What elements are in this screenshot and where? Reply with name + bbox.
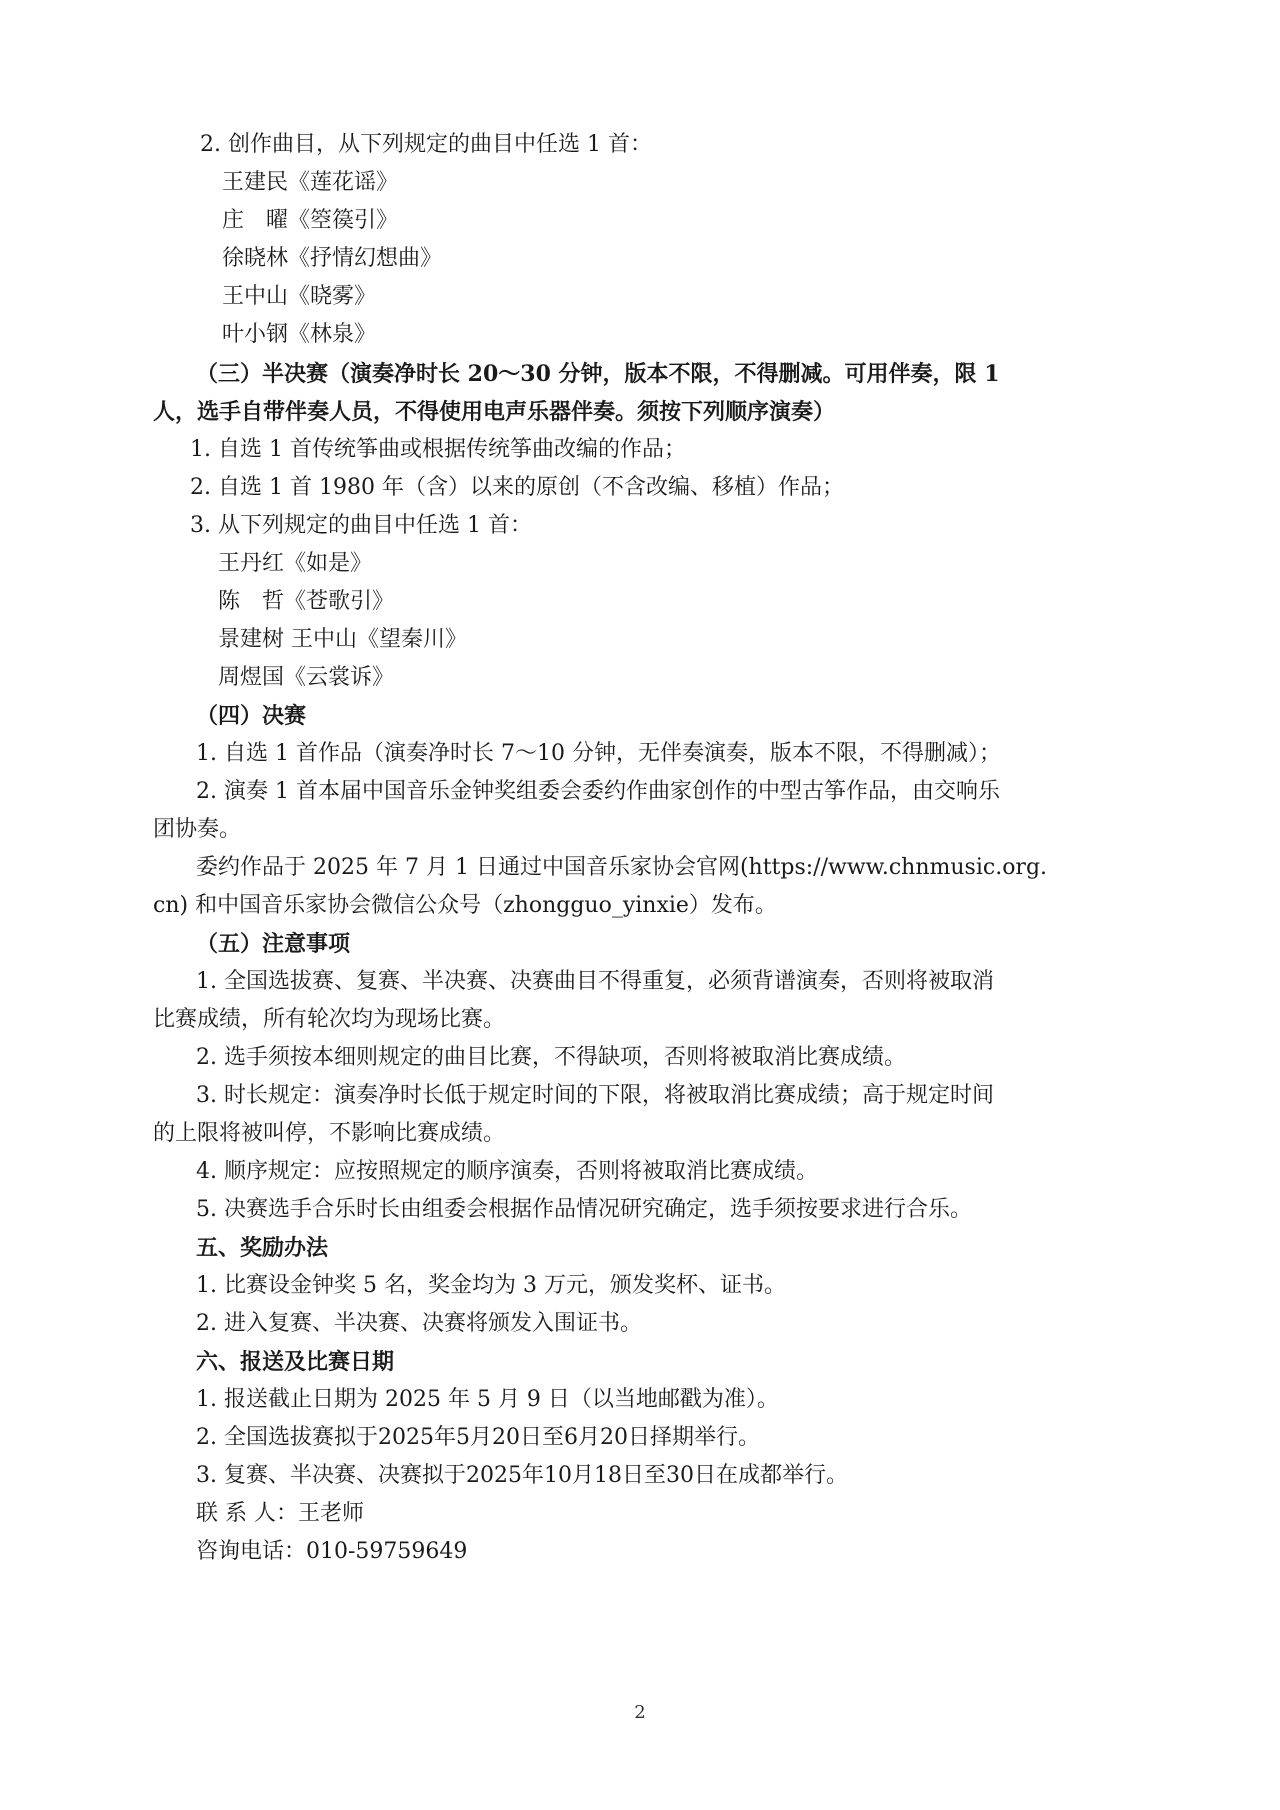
notes-item-2: 2. 选手须按本细则规定的曲目比赛，不得缺项，否则将被取消比赛成绩。	[196, 1045, 906, 1070]
notes-heading: （五）注意事项	[196, 931, 351, 957]
final-heading: （四）决赛	[196, 703, 307, 729]
semifinal-piece-3: 景建树 王中山《望秦川》	[218, 627, 467, 652]
semifinal-heading: （三）半决赛（演奏净时长 20～30 分钟，版本不限，不得删减。可用伴奏，限 1	[196, 361, 1000, 387]
works-piece-3: 徐晓林《抒情幻想曲》	[222, 246, 443, 271]
notes-item-4: 4. 顺序规定：应按照规定的顺序演奏，否则将被取消比赛成绩。	[196, 1159, 818, 1184]
awards-item-1: 1. 比赛设金钟奖 5 名，奖金均为 3 万元，颁发奖杯、证书。	[196, 1273, 786, 1298]
notes-item-3: 3. 时长规定：演奏净时长低于规定时间的下限，将被取消比赛成绩；高于规定时间	[196, 1083, 994, 1108]
semifinal-item-1: 1. 自选 1 首传统筝曲或根据传统筝曲改编的作品；	[190, 437, 686, 462]
notes-item-3-cont: 的上限将被叫停，不影响比赛成绩。	[153, 1121, 506, 1146]
works-piece-4: 王中山《晓雾》	[222, 284, 377, 309]
schedule-heading: 六、报送及比赛日期	[196, 1349, 395, 1375]
semifinal-item-3: 3. 从下列规定的曲目中任选 1 首：	[190, 513, 532, 538]
schedule-item-2: 2. 全国选拔赛拟于2025年5月20日至6月20日择期举行。	[196, 1425, 760, 1450]
notes-item-1-cont: 比赛成绩，所有轮次均为现场比赛。	[153, 1007, 506, 1032]
final-note-cont: cn) 和中国音乐家协会微信公众号（zhongguo_yinxie）发布。	[153, 893, 777, 918]
awards-item-2: 2. 进入复赛、半决赛、决赛将颁发入围证书。	[196, 1311, 642, 1336]
schedule-item-1: 1. 报送截止日期为 2025 年 5 月 9 日（以当地邮戳为准）。	[196, 1387, 779, 1412]
semifinal-piece-2: 陈 哲《苍歌引》	[218, 589, 395, 614]
final-note: 委约作品于 2025 年 7 月 1 日通过中国音乐家协会官网(https://www.chnmusic.org.	[196, 855, 1048, 880]
semifinal-piece-1: 王丹红《如是》	[218, 551, 373, 576]
page-number: 2	[634, 1702, 646, 1723]
works-piece-5: 叶小钢《林泉》	[222, 322, 377, 347]
semifinal-item-2: 2. 自选 1 首 1980 年（含）以来的原创（不含改编、移植）作品；	[190, 475, 844, 500]
works-piece-2: 庄 曜《箜篌引》	[222, 208, 399, 233]
semifinal-heading-cont: 人，选手自带伴奏人员，不得使用电声乐器伴奏。须按下列顺序演奏）	[153, 399, 836, 425]
schedule-item-3: 3. 复赛、半决赛、决赛拟于2025年10月18日至30日在成都举行。	[196, 1463, 848, 1488]
semifinal-piece-4: 周煜国《云裳诉》	[218, 665, 395, 690]
works-piece-1: 王建民《莲花谣》	[222, 170, 399, 195]
works-intro: 2. 创作曲目，从下列规定的曲目中任选 1 首：	[200, 132, 652, 157]
final-item-2-cont: 团协奏。	[153, 817, 242, 842]
notes-item-1: 1. 全国选拔赛、复赛、半决赛、决赛曲目不得重复，必须背谱演奏，否则将被取消	[196, 969, 994, 994]
contact-person: 联 系 人：王老师	[196, 1501, 364, 1526]
notes-item-5: 5. 决赛选手合乐时长由组委会根据作品情况研究确定，选手须按要求进行合乐。	[196, 1197, 972, 1222]
contact-phone: 咨询电话：010-59759649	[196, 1539, 468, 1564]
final-item-1: 1. 自选 1 首作品（演奏净时长 7～10 分钟，无伴奏演奏，版本不限，不得删减）；	[196, 741, 1001, 766]
awards-heading: 五、奖励办法	[196, 1235, 329, 1261]
final-item-2: 2. 演奏 1 首本届中国音乐金钟奖组委会委约作曲家创作的中型古筝作品，由交响乐	[196, 779, 1000, 804]
